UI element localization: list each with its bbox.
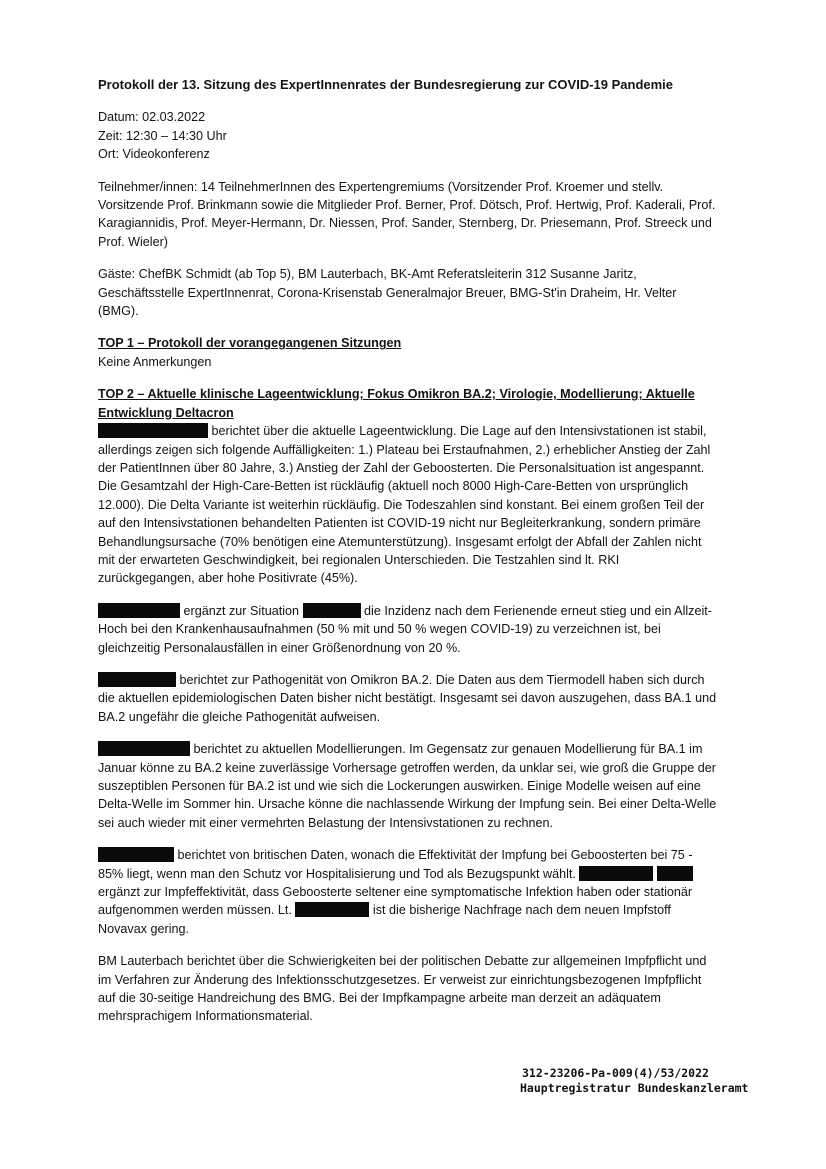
document-body [98,76,718,1040]
top2-paragraph-1 [98,422,718,588]
top1-text: Keine Anmerkungen [98,354,212,369]
document-title: Protokoll der 13. Sitzung des ExpertInnenrates der Bundesregierung zur COVID-19 Pandemie [98,77,674,92]
redaction-bar [98,423,208,438]
top2-paragraph-3 [98,671,718,726]
top2-section [98,385,718,1026]
top2-heading: TOP 2 – Aktuelle klinische Lageentwicklung; Fokus Omikron BA.2; Virologie, Modellierung; Aktuelle Entwicklung Deltacron [98,387,695,420]
meeting-time: Zeit: 12:30 – 14:30 Uhr [98,128,227,143]
top2-paragraph-5 [98,846,718,938]
top2-paragraph-6: BM Lauterbach berichtet über die Schwierigkeiten bei der politischen Debatte zur allgemeinen Impfpflicht und im Verfahren zur Änderung des Infektionsschutzgesetzes. Er verweist zur einrichtungsbezogenen Impfpflicht auf die 30-seitige Handreichung des BMG. Bei der Impfkampagne arbeite man derzeit an adäquatem mehrsprachigem Informationsmaterial. [98,954,707,1024]
guests: Gäste: ChefBK Schmidt (ab Top 5), BM Lauterbach, BK-Amt Referatsleiterin 312 Susanne Jaritz, Geschäftsstelle ExpertInnenrat, Corona-Krisenstab Generalmajor Breuer, BMG-St'in Draheim, Hr. Velter (BMG). [98,267,677,319]
redaction-bar [98,741,190,756]
redaction-bar [98,672,176,687]
registry-number: 312-23206-Pa-009(4)/53/2022 [522,1066,709,1080]
top1-heading: TOP 1 – Protokoll der vorangegangenen Sitzungen [98,336,402,351]
top2-p3-text: berichtet zur Pathogenität von Omikron BA.2. Die Daten aus dem Tiermodell haben sich durch die aktuellen epidemiologischen Daten bisher nicht bestätigt. Insgesamt sei davon auszugehen, dass BA.1 und BA.2 ungefähr die gleiche Pathogenität aufweisen. [98,672,717,724]
top2-p5-text-b: ergänzt zur Impfeffektivität, dass Geboosterte seltener eine symptomatische Infektion haben oder stationär aufgenommen werden müssen. Lt. [98,885,693,918]
meeting-date: Datum: 02.03.2022 [98,110,206,125]
redaction-bar [98,603,180,618]
registry-office: Hauptregistratur Bundeskanzleramt [520,1081,749,1095]
redaction-bar [295,902,369,917]
redaction-bar [657,866,693,881]
participants: Teilnehmer/innen: 14 TeilnehmerInnen des Expertengremiums (Vorsitzender Prof. Kroemer und stellv. Vorsitzende Prof. Brinkmann sowie die Mitglieder Prof. Berner, Prof. Dötsch, Prof. Hertwig, Prof. Kaderali, Prof. Karagiannidis, Prof. Meyer-Hermann, Dr. Niessen, Prof. Sander, Sternberg, Dr. Priesemann, Prof. Streeck und Prof. Wieler) [98,179,716,249]
meeting-location: Ort: Videokonferenz [98,147,210,162]
top1-section [98,334,718,371]
redaction-bar [303,603,361,618]
top2-p2-text-a: ergänzt zur Situation [183,603,300,618]
redaction-bar [579,866,653,881]
top2-paragraph-4 [98,740,718,832]
top2-p5-text-c: ist die bisherige Nachfrage nach dem neuen Impfstoff Novavax gering. [98,903,671,936]
meeting-meta [98,108,718,163]
top2-p4-text: berichtet zu aktuellen Modellierungen. Im Gegensatz zur genauen Modellierung für BA.1 im Januar könne zu BA.2 keine zuverlässige Vorhersage getroffen werden, da unklar sei, wie groß die Gruppe der suszeptiblen Personen für BA.2 ist und wie sich die Lockerungen auswirken. Einige Modelle weisen auf eine Delta-Welle im Sommer hin. Ursache könne die nachlassende Wirkung der Impfung sein. Bei einer Delta-Welle sei auch wieder mit einer vermehrten Belastung der Intensivstationen zu rechnen. [98,742,717,830]
registry-stamp [520,1066,748,1096]
top2-p1-text: berichtet über die aktuelle Lageentwicklung. Die Lage auf den Intensivstationen ist stabil, allerdings zeigen sich folgende Auffälligkeiten: 1.) Plateau bei Erstaufnahmen, 2.) erheblicher Anstieg der Zahl der PatientInnen über 80 Jahre, 3.) Anstieg der Zahl der Geboosterten. Die Personalsituation ist angespannt. Die Gesamtzahl der High-Care-Betten ist rückläufig (aktuell noch 8000 High-Care-Betten von ursprünglich 12.000). Die Delta Variante ist weiterhin rückläufig. Die Todeszahlen sind konstant. Bei einem großen Teil der auf den Intensivstationen behandelten Patienten ist COVID-19 nicht nur Begleiterkrankung, sondern primäre Behandlungsursache (70% benötigen eine Atemunterstützung). Insgesamt erfolgt der Abfall der Zahlen nicht mit der erwarteten Geschwindigkeit, bei regionalen Unterschieden. Die Testzahlen sind lt. RKI zurückgegangen, aber hohe Positivrate (45%). [98,424,711,586]
top2-paragraph-2 [98,602,718,657]
top2-p5-text-a: berichtet von britischen Daten, wonach die Effektivität der Impfung bei Geboosterten bei 75 - 85% liegt, wenn man den Schutz vor Hospitalisierung und Tod als Bezugspunkt wählt. [98,848,693,881]
top2-p2-text-b: die Inzidenz nach dem Ferienende erneut stieg und ein Allzeit-Hoch bei den Krankenhausaufnahmen (50 % mit und 50 % wegen COVID-19) zu verzeichnen ist, bei gleichzeitig Personalausfällen in einer Größenordnung von 20 %. [98,603,712,655]
redaction-bar [98,847,174,862]
